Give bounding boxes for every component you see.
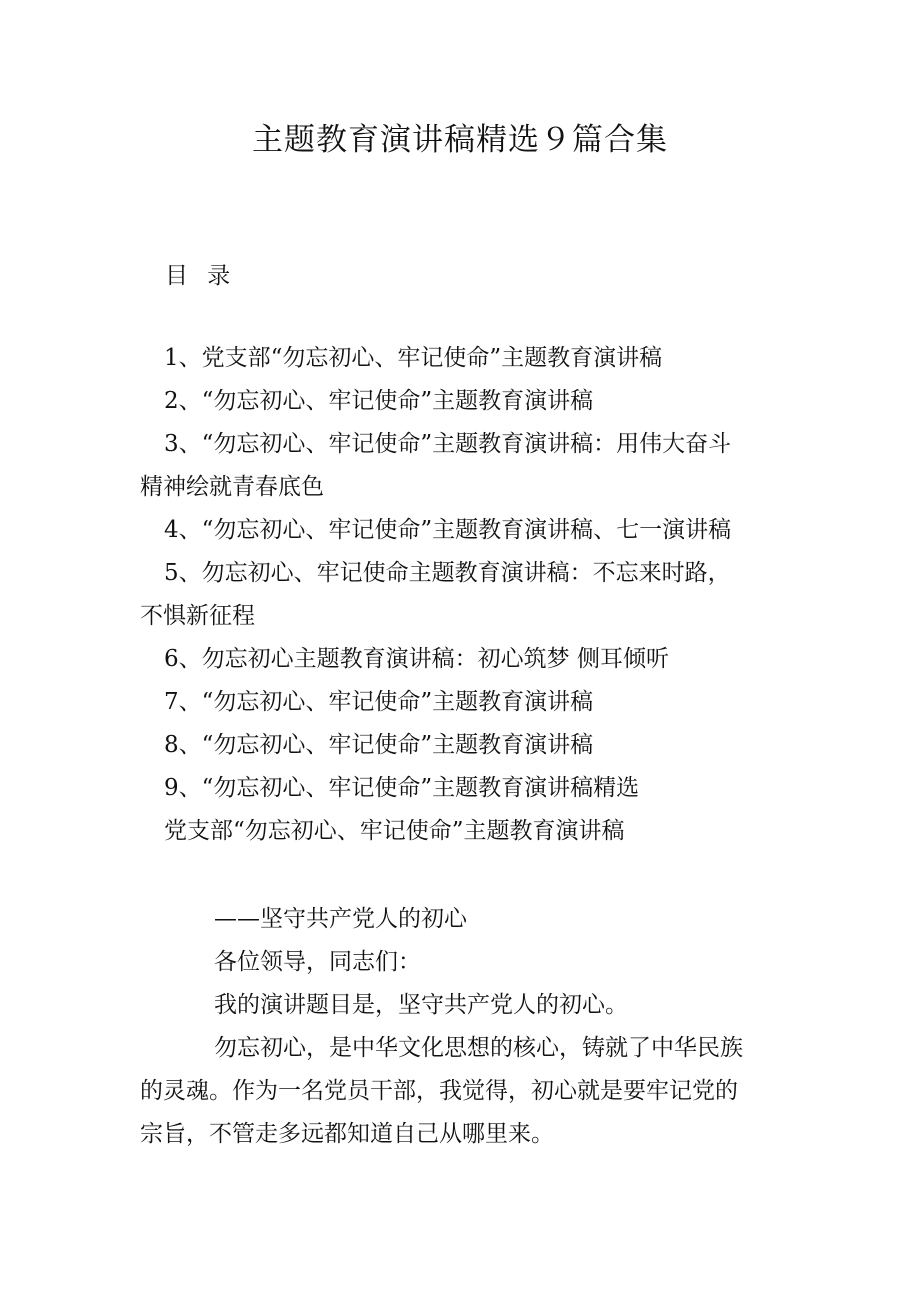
toc-item-7: 7、“勿忘初心、牢记使命”主题教育演讲稿	[164, 689, 594, 715]
toc-item-1: 1、党支部“勿忘初心、牢记使命”主题教育演讲稿	[164, 345, 663, 371]
speech-body	[140, 898, 785, 1156]
section-heading: 党支部“勿忘初心、牢记使命”主题教育演讲稿	[164, 818, 625, 844]
toc-item-5-continued: 不惧新征程	[140, 603, 255, 629]
speech-greeting: 各位领导，同志们：	[214, 949, 421, 975]
toc-item-6: 6、勿忘初心主题教育演讲稿：初心筑梦 侧耳倾听	[164, 646, 669, 672]
toc-heading: 目 录	[165, 263, 237, 289]
speech-paragraph-2-line-3: 宗旨，不管走多远都知道自己从哪里来。	[140, 1121, 554, 1147]
speech-paragraph-2-line-1: 勿忘初心，是中华文化思想的核心，铸就了中华民族	[214, 1035, 743, 1061]
speech-paragraph-1: 我的演讲题目是，坚守共产党人的初心。	[214, 992, 628, 1018]
toc-item-8: 8、“勿忘初心、牢记使命”主题教育演讲稿	[164, 732, 594, 758]
toc-item-3-continued: 精神绘就青春底色	[140, 474, 324, 500]
speech-subtitle: ——坚守共产党人的初心	[214, 906, 467, 932]
toc-item-4: 4、“勿忘初心、牢记使命”主题教育演讲稿、七一演讲稿	[164, 517, 732, 543]
toc-item-5: 5、勿忘初心、牢记使命主题教育演讲稿：不忘来时路，	[164, 560, 731, 586]
table-of-contents	[140, 337, 785, 853]
document-title: 主题教育演讲稿精选９篇合集	[252, 122, 668, 158]
toc-item-2: 2、“勿忘初心、牢记使命”主题教育演讲稿	[164, 388, 594, 414]
speech-paragraph-2-line-2: 的灵魂。作为一名党员干部，我觉得，初心就是要牢记党的	[140, 1078, 738, 1104]
toc-item-9: 9、“勿忘初心、牢记使命”主题教育演讲稿精选	[164, 775, 640, 801]
toc-item-3: 3、“勿忘初心、牢记使命”主题教育演讲稿：用伟大奋斗	[164, 431, 732, 457]
